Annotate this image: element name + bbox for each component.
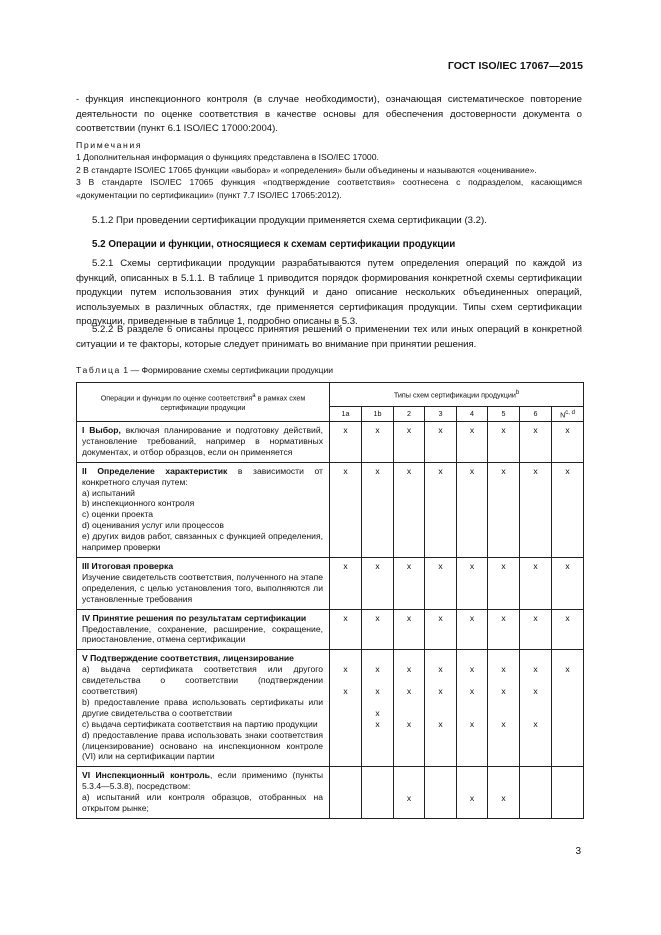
row-description: II Определение характеристик в зависимости от конкретного случая путем: а) испытаний b) инспекционного контроля с) оценки проекта d) оценивания услуг или процессов е) других видов работ, связанных с функцией определения, например проверки <box>77 462 330 557</box>
mark-cell <box>425 767 457 819</box>
mark-cell: x <box>552 557 584 609</box>
mark-cell <box>362 767 394 819</box>
mark-cell: x <box>520 609 552 650</box>
mark-cell <box>330 767 362 819</box>
certification-scheme-table <box>76 382 584 819</box>
mark-cell: x <box>488 422 520 463</box>
mark-cell: x <box>488 462 520 557</box>
mark-cell: x <box>394 462 425 557</box>
note-3: 3 В стандарте ISO/IEC 17065 функция «подтверждение соответствия» соотнесена с подразделом, касающимся «документации по сертификации» (пункт 7.7 ISO/IEC 17065:2012). <box>76 177 582 200</box>
mark-cell-stack: x x x <box>394 650 425 767</box>
mark-cell-stack: x x x <box>457 650 488 767</box>
note-2: 2 В стандарте ISO/IEC 17065 функции «выбора» и «определения» были объединены и называются «оценивание». <box>76 164 537 175</box>
mark-cell-stack: x x x x <box>362 650 394 767</box>
notes-title: Примечания <box>76 140 143 150</box>
header-operations: Операции и функции по оценке соответствия$^a$ в рамках схем сертификации продукции <box>77 383 330 422</box>
col-header: 2 <box>394 407 425 422</box>
mark-cell: x <box>425 609 457 650</box>
mark-cell: x <box>394 767 425 819</box>
col-header: 1a <box>330 407 362 422</box>
mark-cell: x <box>394 422 425 463</box>
mark-cell <box>520 767 552 819</box>
mark-cell-stack: x x x <box>520 650 552 767</box>
table-row <box>77 767 584 819</box>
table-row <box>77 462 584 557</box>
col-header: 1b <box>362 407 394 422</box>
mark-cell: x <box>552 422 584 463</box>
row-description: V Подтверждение соответствия, лицензирование а) выдача сертификата соответствия или другого свидетельства о соответствии (подтверждении соответствия) b) предоставление права использовать сертификаты или другие свидетельства о соответствии с) выдача сертификата соответствия на партию продукции d) предоставление права использовать знаки соответствия (лицензирование) основано на инспекционном контроле (VI) или на сертификации партии <box>77 650 330 767</box>
mark-cell: x <box>362 462 394 557</box>
col-header: 4 <box>457 407 488 422</box>
mark-cell: x <box>394 609 425 650</box>
mark-cell: x <box>457 557 488 609</box>
mark-cell: x <box>520 557 552 609</box>
col-header: 3 <box>425 407 457 422</box>
mark-cell: x <box>330 462 362 557</box>
mark-cell: x <box>520 422 552 463</box>
mark-cell: x <box>488 557 520 609</box>
bullet-paragraph: - функция инспекционного контроля (в случае необходимости), означающая систематическое повторение деятельности по оценке соответствия в качестве основы для обеспечения достоверности документа о соответствии (пункт 6.1 ISO/IEC 17000:2004). <box>76 94 582 135</box>
section-5-2-heading: 5.2 Операции и функции, относящиеся к схемам сертификации продукции <box>92 239 456 250</box>
mark-cell: x <box>425 557 457 609</box>
mark-cell-stack: x x <box>330 650 362 767</box>
mark-cell: x <box>362 609 394 650</box>
mark-cell: x <box>488 609 520 650</box>
mark-cell: x <box>488 767 520 819</box>
mark-cell: x <box>394 557 425 609</box>
mark-cell: x <box>330 609 362 650</box>
table-caption-text: 1 — Формирование схемы сертификации продукции <box>123 365 334 375</box>
mark-cell: x <box>362 557 394 609</box>
row-description: III Итоговая проверка Изучение свидетельств соответствия, полученного на этапе определения, с целью установления того, выполняются ли установленные требования <box>77 557 330 609</box>
mark-cell: x <box>457 609 488 650</box>
note-1: 1 Дополнительная информация о функциях представлена в ISO/IEC 17000. <box>76 152 379 163</box>
mark-cell: x <box>457 422 488 463</box>
row-description: VI Инспекционный контроль, если применимо (пункты 5.3.4—5.3.8), посредством: а) испытаний или контроля образцов, отобранных на открытом рынке; <box>77 767 330 819</box>
col-header-n: N$^{c, d}$ <box>552 407 584 422</box>
table-row <box>77 650 584 767</box>
table-caption <box>76 365 333 375</box>
mark-cell: x <box>330 422 362 463</box>
mark-cell: x <box>457 462 488 557</box>
mark-cell-stack: x <box>552 650 584 767</box>
mark-cell: x <box>520 462 552 557</box>
row-description: I Выбор, включая планирование и подготовку действий, установление требований, например в нормативных документах, и отбор образцов, если он применяется <box>77 422 330 463</box>
col-header: 5 <box>488 407 520 422</box>
mark-cell: x <box>330 557 362 609</box>
mark-cell: x <box>362 422 394 463</box>
mark-cell: x <box>425 462 457 557</box>
mark-cell: x <box>552 609 584 650</box>
mark-cell-stack: x x x <box>425 650 457 767</box>
mark-cell: x <box>552 462 584 557</box>
paragraph-5-2-1: 5.2.1 Схемы сертификации продукции разрабатываются путем определения операций по каждой из функций, описанных в 5.1.1. В таблице 1 приводится порядок формирования конкретной схемы сертификации продукции путем использования этих функций и дано описание нескольких объединенных операций, используемых в различных областях, где применяется сертификация продукции. Типы схем сертификации продукции, приведенные в таблице 1, подробно описаны в 5.3. <box>76 258 582 328</box>
mark-cell: x <box>457 767 488 819</box>
document-code-header: ГОСТ ISO/IEC 17067—2015 <box>447 60 583 72</box>
mark-cell <box>552 767 584 819</box>
row-description: IV Принятие решения по результатам сертификации Предоставление, сохранение, расширение, сокращение, приостановление, отмена сертификации <box>77 609 330 650</box>
notes-block <box>76 139 582 201</box>
page-number: 3 <box>575 846 581 857</box>
col-header: 6 <box>520 407 552 422</box>
paragraph-5-2-2: 5.2.2 В разделе 6 описаны процесс принятия решений о применении тех или иных операций в конкретной ситуации и те факторы, которые следует принимать во внимание при принятии решения. <box>76 324 582 350</box>
header-scheme-types: Типы схем сертификации продукции$^b$ <box>330 383 584 407</box>
mark-cell-stack: x x x <box>488 650 520 767</box>
table-caption-word: Таблица <box>76 365 121 375</box>
table-row <box>77 609 584 650</box>
paragraph-5-1-2: 5.1.2 При проведении сертификации продукции применяется схема сертификации (3.2). <box>92 215 487 226</box>
table-row <box>77 557 584 609</box>
table-row <box>77 422 584 463</box>
mark-cell: x <box>425 422 457 463</box>
